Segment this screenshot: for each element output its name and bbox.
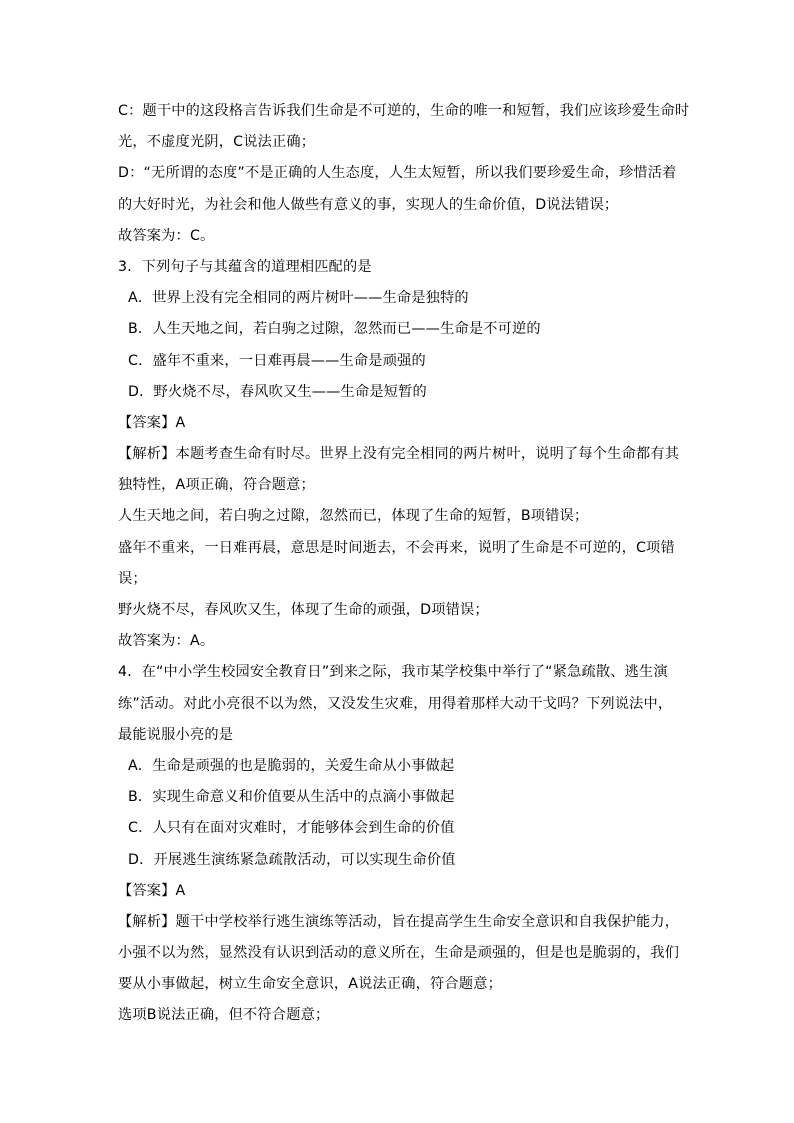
text-line: D：“无所谓的态度”不是正确的人生态度，人生太短暂，所以我们要珍爱生命，珍惜活着 [118, 165, 677, 182]
text-line: 要从小事做起，树立生命安全意识，A说法正确，符合题意； [118, 976, 502, 993]
text-line: 独特性，A项正确，符合题意； [118, 477, 315, 494]
answer-option: D．野火烧不尽，春风吹又生——生命是短暂的 [128, 383, 427, 400]
text-line: C：题干中的这段格言告诉我们生命是不可逆的，生命的唯一和短暂，我们应该珍爱生命时 [118, 103, 690, 119]
text-line: 小强不以为然，显然没有认识到活动的意义所在，生命是顽强的，但是也是脆弱的，我们 [118, 945, 680, 962]
text-line: 选项B说法正确，但不符合题意； [118, 1007, 330, 1024]
question-text: 3．下列句子与其蕴含的道理相匹配的是 [118, 258, 372, 275]
answer-option: C．盛年不重来，一日难再晨——生命是顽强的 [128, 352, 426, 369]
answer-option: A．生命是顽强的也是脆弱的，关爱生命从小事做起 [128, 757, 455, 774]
answer-option: A．世界上没有完全相同的两片树叶——生命是独特的 [128, 290, 469, 307]
question-text: 最能说服小亮的是 [118, 726, 234, 743]
answer-option: B．实现生命意义和价值要从生活中的点滴小事做起 [128, 789, 455, 806]
question-text: 4．在“中小学生校园安全教育日”到来之际，我市某学校集中举行了“紧急疏散、逃生演 [118, 664, 668, 681]
answer-option: C．人只有在面对灾难时，才能够体会到生命的价值 [128, 820, 455, 837]
text-line: 故答案为：A。 [118, 633, 215, 650]
text-line: 【解析】本题考查生命有时尽。世界上没有完全相同的两片树叶，说明了每个生命都有其 [118, 446, 680, 463]
answer-line: 【答案】A [118, 414, 186, 431]
answer-option: D．开展逃生演练紧急疏散活动，可以实现生命价值 [128, 851, 456, 868]
text-line: 野火烧不尽，春风吹又生，体现了生命的顽强，D项错误； [118, 602, 489, 618]
text-line: 光，不虚度光阴，C说法正确； [118, 134, 316, 151]
answer-line: 【答案】A [118, 882, 186, 899]
answer-option: B．人生天地之间，若白驹之过隙，忽然而已——生命是不可逆的 [128, 321, 541, 338]
text-line: 人生天地之间，若白驹之过隙，忽然而已，体现了生命的短暂，B项错误； [118, 508, 589, 525]
text-line: 故答案为：C。 [118, 227, 215, 244]
text-line: 【解析】题干中学校举行逃生演练等活动，旨在提高学生生命安全意识和自我保护能力， [118, 913, 680, 930]
text-line: 盛年不重来，一日难再晨，意思是时间逝去，不会再来，说明了生命是不可逆的，C项错 [118, 539, 675, 556]
text-line: 误； [118, 570, 147, 587]
text-line: 的大好时光，为社会和他人做些有意义的事，实现人的生命价值，D说法错误； [118, 196, 619, 213]
question-text: 练”活动。对此小亮很不以为然，又没发生灾难，用得着那样大动干戈吗？下列说法中， [118, 695, 673, 712]
document-body [118, 96, 688, 1032]
